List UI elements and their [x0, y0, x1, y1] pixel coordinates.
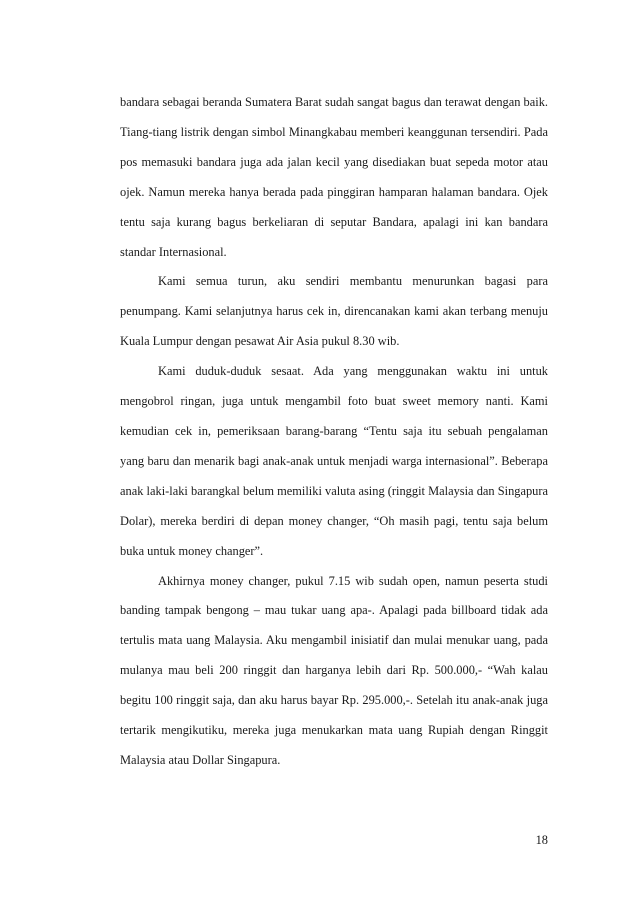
- paragraph-money-changer: Akhirnya money changer, pukul 7.15 wib sudah open, namun peserta studi banding tampak bengong – mau tukar uang apa-. Apalagi pada billboard tidak ada tertulis mata uang Malaysia. Aku mengambil inisiatif dan mulai menukar uang, pada mulanya mau beli 200 ringgit dan harganya lebih dari Rp. 500.000,- “Wah kalau begitu 100 ringgit saja, dan aku harus bayar Rp. 295.000,-. Setelah itu anak-anak juga tertarik mengikutiku, mereka juga menukarkan mata uang Rupiah dengan Ringgit Malaysia atau Dollar Singapura.: [120, 573, 548, 767]
- paragraph-airport-description: bandara sebagai beranda Sumatera Barat sudah sangat bagus dan terawat dengan baik. Tiang-tiang listrik dengan simbol Minangkabau memberi keanggunan tersendiri. Pada pos memasuki bandara juga ada jalan kecil yang disediakan buat sepeda motor atau ojek. Namun mereka hanya berada pada pinggiran hamparan halaman bandara. Ojek tentu saja kurang bagus berkeliaran di seputar Bandara, apalagi ini kan bandara standar Internasional.: [120, 95, 548, 259]
- paragraph-luggage: Kami semua turun, aku sendiri membantu menurunkan bagasi para penumpang. Kami selanjutnya harus cek in, direncanakan kami akan terbang menuju Kuala Lumpur dengan pesawat Air Asia pukul 8.30 wib.: [120, 274, 548, 349]
- page-number: 18: [535, 833, 548, 847]
- body-text: [120, 88, 548, 776]
- paragraph-check-in: Kami duduk-duduk sesaat. Ada yang menggunakan waktu ini untuk mengobrol ringan, juga untuk mengambil foto buat sweet memory nanti. Kami kemudian cek in, pemeriksaan barang-barang “Tentu saja itu sebuah pengalaman yang baru dan menarik bagi anak-anak untuk menjadi warga internasional”. Beberapa anak laki-laki barangkal belum memiliki valuta asing (ringgit Malaysia dan Singapura Dolar), mereka berdiri di depan money changer, “Oh masih pagi, tentu saja belum buka untuk money changer”.: [120, 364, 548, 558]
